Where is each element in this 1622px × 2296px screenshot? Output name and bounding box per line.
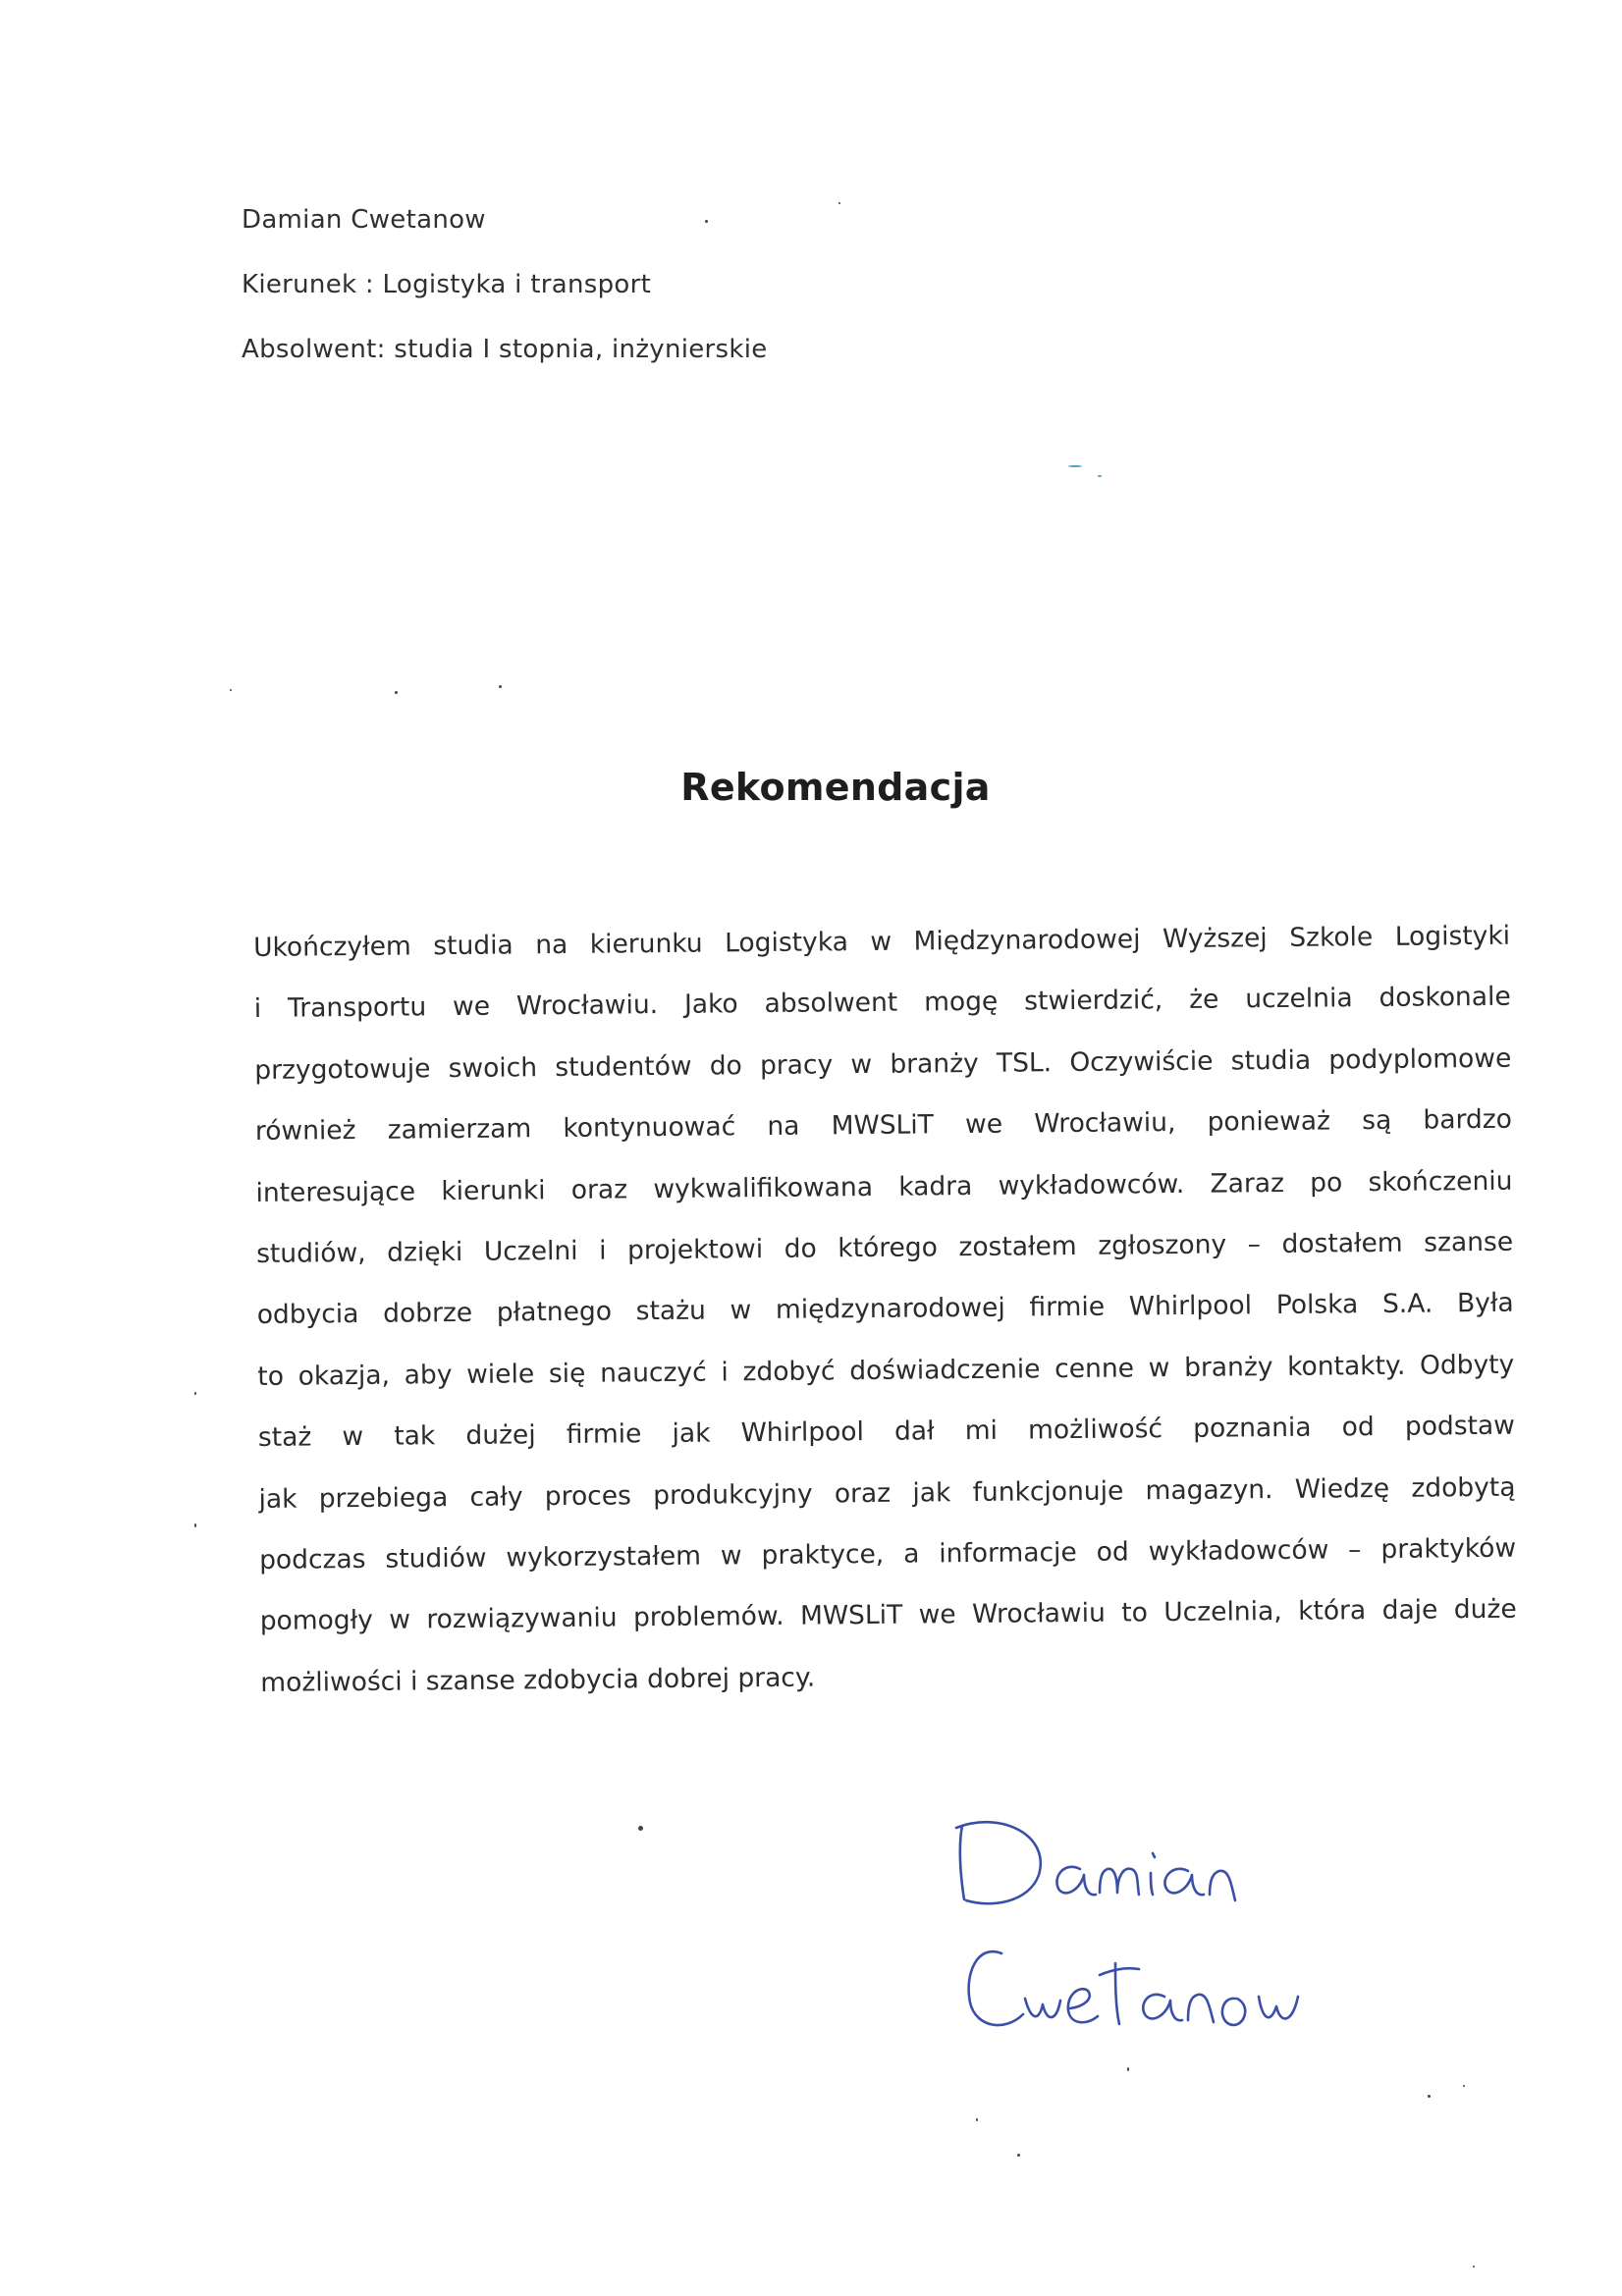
body-line: możliwości i szanse zdobycia dobrej pracy. — [260, 1662, 816, 1698]
sender-field-of-study: Kierunek : Logistyka i transport — [242, 270, 652, 299]
scan-speck — [1127, 2067, 1129, 2071]
scan-speck — [1068, 465, 1082, 467]
scan-speck — [1473, 2266, 1475, 2268]
scan-speck — [838, 202, 840, 204]
scan-speck — [1017, 2154, 1020, 2157]
scan-speck — [194, 1392, 196, 1395]
body-line: również zamierzam kontynuować na MWSLiT we Wrocławiu, ponieważ są bardzo — [254, 1103, 1513, 1148]
body-line: i Transportu we Wrocławiu. Jako absolwent mogę stwierdzić, że uczelnia doskonale — [253, 982, 1511, 1025]
document-title: Rekomendacja — [680, 766, 991, 809]
scan-speck — [1428, 2095, 1431, 2098]
scan-speck — [395, 691, 398, 694]
body-line: studiów, dzięki Uczelni i projektowi do którego zostałem zgłoszony – dostałem szanse — [255, 1226, 1514, 1269]
body-line: Ukończyłem studia na kierunku Logistyka w Międzynarodowej Wyższej Szkole Logistyki — [253, 920, 1511, 963]
scan-speck — [194, 1523, 196, 1527]
recommendation-body — [253, 921, 1518, 1729]
body-line: jak przebiega cały proces produkcyjny oraz jak funkcjonuje magazyn. Wiedzę zdobytą — [258, 1471, 1516, 1515]
body-line: to okazja, aby wiele się nauczyć i zdobyć doświadczenie cenne w branży kontakty. Odbyty — [257, 1349, 1515, 1392]
body-line: interesujące kierunki oraz wykwalifikowana kadra wykładowców. Zaraz po skończeniu — [255, 1165, 1513, 1208]
body-line: pomogły w rozwiązywaniu problemów. MWSLiT we Wrocławiu to Uczelnia, która daje duże — [259, 1593, 1517, 1637]
sender-degree: Absolwent: studia I stopnia, inżynierskie — [242, 335, 768, 364]
body-line: podczas studiów wykorzystałem w praktyce, a informacje od wykładowców – praktyków — [258, 1532, 1517, 1575]
sender-name: Damian Cwetanow — [242, 205, 486, 235]
body-line: przygotowuje swoich studentów do pracy w branży TSL. Oczywiście studia podyplomowe — [254, 1042, 1512, 1086]
sender-header — [242, 204, 929, 399]
scan-speck — [230, 689, 232, 691]
scan-speck — [638, 1826, 643, 1831]
body-line: staż w tak dużej firmie jak Whirlpool dał mi możliwość poznania od podstaw — [257, 1410, 1516, 1454]
body-line: odbycia dobrze płatnego stażu w międzynarodowej firmie Whirlpool Polska S.A. Była — [256, 1288, 1514, 1331]
scan-speck — [499, 685, 502, 688]
scan-speck — [1463, 2085, 1465, 2087]
scan-speck — [976, 2118, 978, 2121]
scan-speck — [1098, 475, 1102, 477]
scan-speck — [705, 220, 708, 223]
handwritten-signature — [943, 1806, 1355, 2061]
